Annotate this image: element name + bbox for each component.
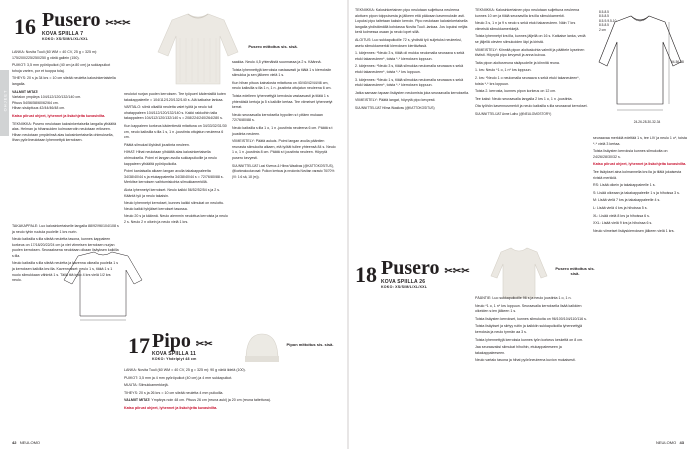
photo-caption-16: Pusero mittoitus sis. sisä. — [248, 44, 298, 49]
pattern-subtitle-17: KOVA SPIILLA 11 — [152, 351, 196, 357]
pattern-16-column-1: LANKA: Novita Tuuli (60 WM = 40 CV, 25 g = 325 m): 175/200/225/250/250 g väriä gallein (150). PUIKOT: 3,5 mm pyöröpuikot (40 cm ja 80 cm) ja sukkapuikot tohoja varten, por et tuoppa tolaj. TIHEYS: 20 s ja 34 krs = 10 cm sileää neuletta kalosinkertaistella langalla. VALMIIT MITAT: Vartalon ympärys 104/112/120/132/140 cm. Pituus 54/56/58/60/62/64 cm. Hihan sisäpituus 42/44/46/48 cm. Katso piirust ohjeet, lyhennet ja lisäohjeita kuvasivilta. TEKNIIKKA: Pusero neulotaan kalosinkertaisella langalla ylhäältä alas. Helman ja hihansuiden kolmoserotin neulotaan erikseen. Hihan neulotaan ympäriinsä alas kalosinkertaisella ohimuksella, lihan pyöröneulotaan lyhennettyä kerroksen. TAKAKAPPALE: Luo kalosinkertaiselle langalla 88/92/96/104/108 s ja neulo tyhin ruutula puolelle 1 krs nurin. Neulo kaiksilla s:illa sileää neuletta tasona, kunnes kappaleen korkeus on 17/18/20/22/24 cm ja viet viimeisen kerroksen nurjan puolen kerroksen. Seuraaksena neulotaan olkaan lisäyksen kaikilla s:illa. Neulo kaiksilla s:illa sileää neuletta ja kavenna oikealla puolella 1 s ja kerroksen kaikilla krs:illa. Kavennukset: neulo 1 s, tiäkä 1 s 1 nuolo silmukkaan vähintä 1 s. Tällä tiiä kykc 4 krs vielä 1/2 krs neulo. — [12, 50, 119, 283]
photo-caption-17: Pipon mittoitus sis. sisä. — [286, 342, 334, 347]
pattern-code-16: KOKO: XS/S/M/L/XL/XXL — [42, 37, 89, 41]
pattern-number-16: 16 — [14, 14, 36, 39]
pattern-title-16: Pusero ✂✂✂ — [42, 9, 131, 31]
pattern-subtitle-18: KOVA SPIILLA 26 — [381, 279, 426, 285]
pattern-code-18: KOKO: XS/S/M/L/XL/XXL — [381, 285, 428, 289]
pattern-17-finishing-column: TEKNIIKKA: Kalosinkertainen pipo neulotaan suljettuna neuleena kunnes 10 cm ja tiiäiä seuraavilla krs:illa silmukkamerkit. Neulo 3 s, 1 n ja 9 s neulo s sekä etuki takaneuleen. Näin 7 krs viimeisiä silmukkamerkkejä. Toista lyhennetyt krs:illa, kunnes jäljellä on 16 s. Katkaise lanka, vedä se jäljellä olevien silmukoiden läpi ja kiristä. VIIMEISTELY: Kiinnitä pipon aloituskohta valmiit ja päättele kyseinen tiiviisti. Höyrytä pipo kevyesti ja anna kuivua. Taita pipon aloitusreuna sisäpuolelle ja kiinnitä reuna. 1. krs: Neulo *1 o, 1 n* krs loppuun. 2. krs: *Neulo 1 o neulomalla seuraava s sekä etuki takaneuleen*, toista *-* krs loppuun. Toista 2. kerrosta, kunnes pipon korkeus on 12 cm. Tee kaksi: Neulo seuraavalla langalla 2 krs 1 o, 1 n -joustinta. Ota työhön kavennusmerkit ja neulo kaiksilla s:illa seuraavat kerrokset. SUUNNITTELIJAT Anne Laiho (@NEULOMOSTORY) — [475, 8, 588, 116]
photo-caption-18: Pusero mittoitus sis. sisä. — [555, 266, 595, 276]
side-tab-label: OHJEET — [2, 89, 8, 112]
sweater-photo — [152, 8, 244, 90]
schematic-size-labels: 8.5-8.5 8.5-8.5 8.5-9-9.5-10 8.5-8.5 2 cm — [599, 10, 617, 32]
pattern-title-18: Pusero ✂✂✂ — [381, 257, 470, 279]
pusero-18-photo — [489, 244, 549, 302]
left-footer: 42 NEULOMO — [12, 440, 41, 445]
sweater-illustration — [152, 8, 244, 90]
left-page — [0, 0, 347, 449]
pattern-code-17: KOKO: Yhdelpiyt 48 cm — [152, 357, 197, 361]
hat-photo — [240, 330, 284, 366]
pattern-17-continued-column: TEKNIIKKA: Kalosinkertainen pipo neulotaan suljettuna neuleena alottuen pipon tolppuisesta ja jälkeen etiä pääosan kavennuksiin asti. Lopuksi pipo taitetaan kaksin kerroin. Pipo neulotaan kalosinkertaisella langalla yhdistämällä kohdassa Novita Tuuli -lankaa. Jos lopuksi neljäs kerä kolmessa osaan ja neulo lopet sillä. ALOITUS: Luo sukkapuikoille 72 s, yhdistä työ suljetuksi neuleeksi, asetu silmukkamerkki kierroksen kiertävässä. 1. kärjennes: *Neulo 3 s, tiiäiä oli mukka neulomalla seuraava s sekä etuki takaneuleen*, toista *-* kierroksen loppuun. 2. kärjennes: *Neulo 3 s, tiiäiä silmukka neulomalla seuraava s sekä etuki takaneuleen*, toista *-* krs loppuun. 3. kärjennes: *Neulo 1 s, tiiäiä silmukka neulomalla seuraava s sekä etuki takaneuleen*, toista *-* kierroksen loppuun. Jatka samaan tapaan lisäysten neulomista joka seuraavalla kerroksella. VIIMEISTELY: Päätä langat, höyrytä pipo kevyesti. SUUNNITTELIJAT Hilma Waalivas (@KATTOKOSITUS) — [355, 8, 470, 110]
right-footer: NEULOMO 43 — [655, 440, 684, 445]
pattern-number-17: 17 — [128, 333, 150, 358]
pattern-18-column-2: seuraavaa merkkiä edeltää 1 s, tee LIV ja neulo 1 o*, toista *-* vielä 3 kertaa. Toista lisäysten kerroksia kunnes silmukoita on 24/26/28/30/32 s. Katso piirust ohjeet, lyhennet ja lisäohjeita kuvasivilta. Tee lisäykset aina kolmannella krs:lla ja tiiäiä jokaisesta rivistä merkkiä. RS: Lisää oikein ja takakappaleelle 1 s. S: Lisää oikeaan ja takakappaleelle 1 s ja hihoissa 3 s. M: Lisää vielä 7 krs ja takakappaleelle 4 s. L: Lisää vielä 4 krs ja hihoissa 5 s. XL: Lisää vielä 8 krs ja hihoissa 6 s. XXL: Lisää vielä 9 krs ja hihoissa 6 s. Neulo viimeiset lisäyskierroksen jälkeen vielä 1 krs. — [593, 136, 687, 233]
pattern-number-18: 18 — [355, 262, 377, 287]
pattern-title-17: Pipo ✂✂ — [152, 330, 213, 352]
side-section-tab — [0, 70, 9, 136]
pattern-18-column-1: PÄÄNTIE: Luo sukkapuikoille 96 s ja neulo joustinta 1 o, 1 n. Neulo *1 o, 1 n* krs loppuun. Seuraavalla kerroksella lisää kaikkien oikeiden s:ien jälkeen 1 s. Toista lisäysten kerrokset, kunnes silmukoita on 96/100/104/110/116 s. Toista lisäykset ja siirtyy ruitin ja kaikkiin sukkapuikoilla lyhennettyjä kerroksia ja neulo tyrmän aa 3 s. Toista lyhennettyjä kerroksia kunnes työn korkeus keskeltä on 8 cm. Jaa seuraavaksi silmukat hihoihin, etukappaleeseen ja takakappaleeseen. Neulo vartalo tasona ja hihat pyöröneuleena kuvion mukaisesti. — [475, 296, 587, 363]
pattern-16-column-2: neulotut nurjan puolen kerroksen. Tee työpuerl kädentaillä kuten takakappaleelle = 104/112/120/132/140 s. Alä katkaise lankaa. VARTALO: siirrä olkaillä neuletta valet työtä ja neulo tuli ohatappaleen 104/112/120/132/140 s. Kakki rakkoihin talla takappaleen 104/112/120/132/140 s = 208/224/240/264/280 s. Kun kappaleen korkeus kädentiestä mitattuna on 34/33/32/31/30 cm, neulo kaiksilla s:illa 1 s, 1 n -joustinta ottojatun neuleena 6 cm. Päätä silmukat löyhästi joustinta neuleen. HIHAT: Hihat neulotaan ylhäältä alas kalosinkertaisella ohimuksella. Poimi ei langan avulla sukkapuikoille ja neulo kappaleen ylhäältä pyöröpuikolla. Poimi kaniaisalla alkaen langan avulla takakappaleelta 34/38/40/44 s ja etukappaleelta 34/38/40/44 s = 72/76/80/88 s. Merkitse kerroksen vaihtumiskohta silmukkamerkillä. Alota lyhennetyt kerrokset. Neulo kalkki 56/52/52/54 s ja 2 s. Kääntä työ ja neulo takaisin. Neulo lyhennetyt kerrokset, kunnes kaikki silmukat on neulottu. Neulo kaikki tyhjäiset kerrokset tasossa. Neulo 20 s ja käännä. Neulo aiemmin neulottua kerroista ja neulo 2 s. Neulo 2 n oikein ja neulo vielä 1 krs. — [124, 92, 228, 224]
schematic-bottom-label: 24-26-28-30-32-34 — [633, 120, 661, 124]
pattern-16-column-3: saakka. Neulo 4,5 yhtenäistä suunnassa ja 2 s. Käännä. Toista lyhennettyjä kerroksia vastaavasti ja tiiäiä 1 s kierroksiin silmukka ja sen jälkeen vielä 1 s. Kun hihan pituus kainalosta mitattuna on 40/40/42/44/46 cm, neulo kaiksilla s:illa 1 n, 1 n -joustinta ottojatun neuleena 6 cm. Toista edelleen lyhennettyjä kerroksia vastaavasti ja tiiäiä 1 s yhtenäisiä kertoja ja 5 s kaikille kertaa. Tee viimeiset lyhennetyt kerrat. Neulo seuraavalla kerroksella hypoilen s:t pitäen mukaan 72/76/80/88 s. Neulo kaiksilla s:illa 1 o, 1 n -joustinta neuleena 6 cm. Päätä s:t joustinta neuleen. VIIMEISTELY: Päätä aukuis. Poimi langan avulla pääntien reunasta silmukoita alkaen, etä työtät tullee yhteensä 84 s. Neulo 1 o, 1 n -joustinta 8 cm. Päätä s:t joustinta neuleen. Höyrytä pusero kevyesti. SUUNNITTELIJAT Lasi Kiverus & Hilma Waalivas (@KATTOKOSITUS), @korkeakoulunosat: Puikon kertaus ja neulonta Novitan varasto 76/70% (VI: 1:6 sä, 18 (m)). — [232, 60, 336, 179]
right-page — [349, 0, 696, 449]
schematic-height-label: 54-56-58 — [671, 60, 684, 64]
pattern-subtitle-16: KOVA SPIILLA 7 — [42, 31, 84, 37]
pattern-17-column-1: LANKA: Novita Tuuli (60 WM = 40 CV, 25 g = 325 m): 90 g väriä ildelä (100). PUIKOT: 3,5 mm ja 4 mm pyöröpuikot (40 cm) ja 4 mm sukkapuikot. MUUTA: Silmukkamerkkejä. TIHEYS: 20 s ja 26 krs = 10 cm sileää neuletta 4 mm puikoilla. VALMIIT MITAT: Ympärys noin 48 cm. Pituus 26 cm (reuna auki) ja 20 cm (reuna taitettuna). Katso piirust ohjeet, lyhennet ja lisäohjeita kuvasivilta. — [124, 368, 271, 410]
